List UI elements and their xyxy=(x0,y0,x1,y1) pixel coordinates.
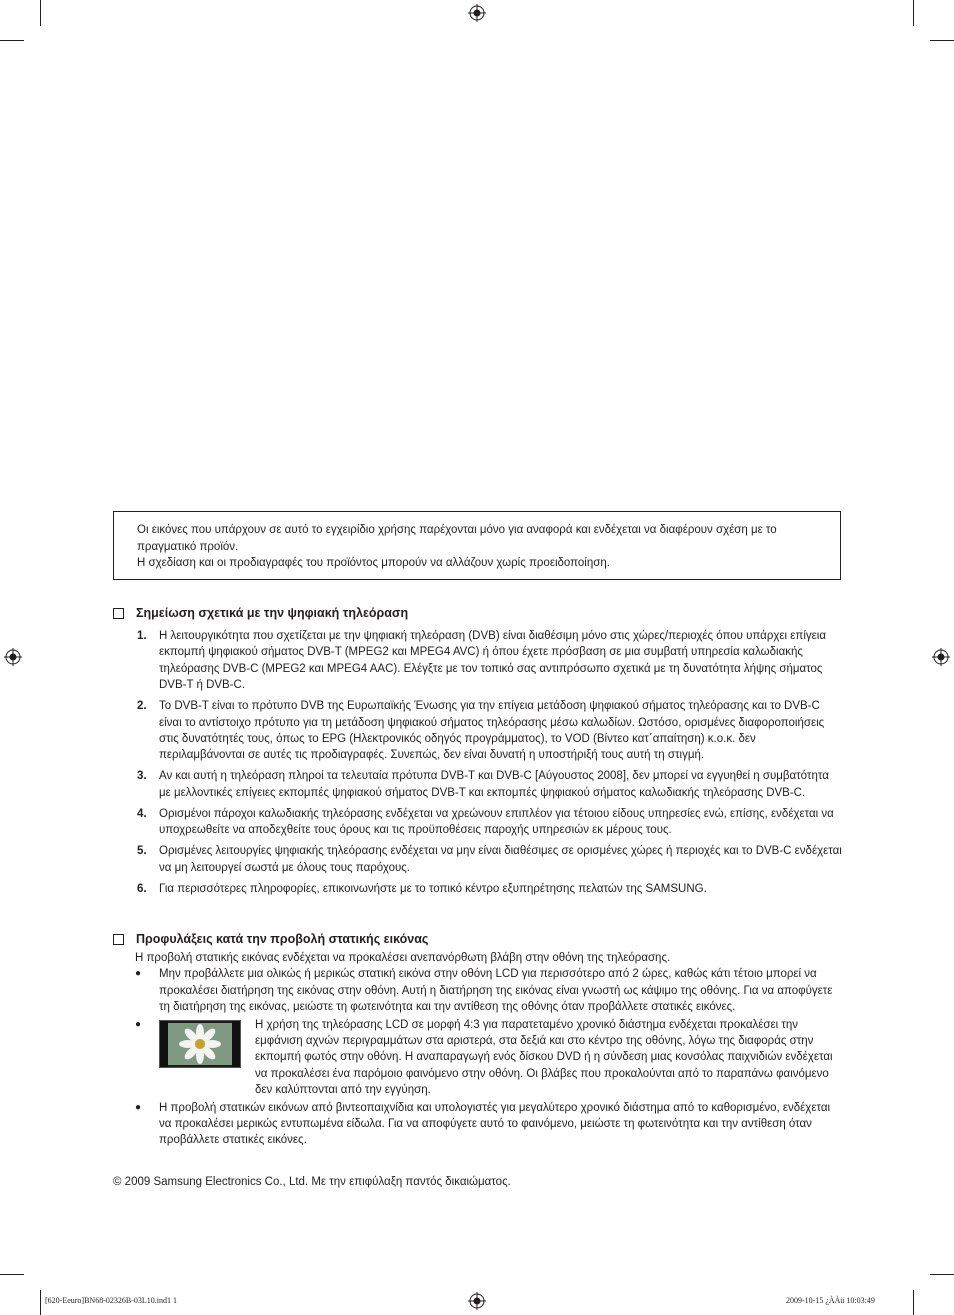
numbered-list xyxy=(113,628,843,897)
bullet-icon: ● xyxy=(135,1101,142,1113)
disclaimer-text: Η σχεδίαση και οι προδιαγραφές του προϊόντος μπορούν να αλλάζουν χωρίς προειδοποίηση. xyxy=(137,557,610,569)
section-intro: Η προβολή στατικής εικόνας ενδέχεται να προκαλέσει ανεπανόρθωτη βλάβη στην οθόνη της τηλεόρασης. xyxy=(135,952,671,964)
list-item: 4. Ορισμένοι πάροχοι καλωδιακής τηλεόρασης ενδέχεται να χρεώνουν επιπλέον για τέτοιου είδους υπηρεσίες ενώ, επίσης, ενδέχεται να υποχρεωθείτε να αποδεχθείτε τους όρους και τις προϋποθέσεις παροχής υπηρεσιών εκ μέρους τους. xyxy=(137,807,834,837)
checkbox-square-icon xyxy=(113,934,124,945)
crop-mark xyxy=(913,1290,914,1315)
crop-mark xyxy=(930,40,954,41)
print-slug-file: [620-Eeuro]BN68-02326B-03L10.ind1 1 xyxy=(45,1296,177,1305)
list-item: 3. Αν και αυτή η τηλεόραση πληροί τα τελευταία πρότυπα DVB-T και DVB-C [Αύγουστος 2008], δεν μπορεί να εγγυηθεί η συμβατότητα με μελλοντικές επίγειες εκπομπές ψηφιακού σήματος DVB-T και εκπομπές ψηφιακού σήματος καλωδιακής τηλεόρασης DVB-C. xyxy=(137,770,829,799)
registration-mark-icon xyxy=(468,1292,486,1310)
crop-mark xyxy=(0,1274,24,1275)
registration-mark-icon xyxy=(4,648,22,666)
registration-mark-icon xyxy=(932,648,950,666)
disclaimer-box xyxy=(113,511,841,580)
list-item: 6. Για περισσότερες πληροφορίες, επικοινωνήστε με το τοπικό κέντρο εξυπηρέτησης πελατών της SAMSUNG. xyxy=(137,882,707,895)
list-item: ● Η προβολή στατικών εικόνων από βιντεοπαιχνίδια και υπολογιστές για μεγαλύτερο χρονικό διάστημα από το καθορισμένο, ενδέχεται να προκαλέσει μερικώς εντυπωμένα είδωλα. Για να αποφύγετε αυτό το φαινόμενο, μειώστε τη φωτεινότητα και την αντίθεση όταν προβάλλετε στατικές εικόνες. xyxy=(113,1100,843,1149)
crop-mark xyxy=(913,0,914,26)
list-item: ● Μην προβάλλετε μια ολικώς ή μερικώς στατική εικόνα στην οθόνη LCD για περισσότερο από 2 ώρες, καθώς κάτι τέτοιο μπορεί να προκαλέσει διατήρηση της εικόνας στην οθόνη. Αυτή η διατήρηση της εικόνας είναι γνωστή ως κάψιμο της οθόνης. Για να αποφύγετε τη διατήρηση της εικόνας, μειώστε τη φωτεινότητα και την αντίθεση της οθόνης όταν προβάλλετε στατικές εικόνες. xyxy=(113,966,843,1015)
crop-mark xyxy=(0,40,24,41)
section-heading: Προφυλάξεις κατά την προβολή στατικής εικόνας xyxy=(113,931,843,948)
registration-mark-icon xyxy=(468,4,486,22)
list-item: 1. Η λειτουργικότητα που σχετίζεται με την ψηφιακή τηλεόραση (DVB) είναι διαθέσιμη μόνο στις χώρες/περιοχές όπου υπάρχει επίγεια εκπομπή ψηφιακού σήματος DVB-T (MPEG2 και MPEG4 AVC) ή όπου έχετε πρόσβαση σε μια συμβατή υπηρεσία καλωδιακής τηλεόρασης DVB-C (MPEG2 και MPEG4 AAC). Ελέγξτε με τον τοπικό σας αντιπρόσωπο σχετικά με τη δυνατότητα λήψης σήματος DVB-T ή DVB-C. xyxy=(137,630,826,692)
crop-mark xyxy=(930,1274,954,1275)
list-item: ● Η χρήση της τηλεόρασης LCD σε μορφή 4:3 για παρατεταμένο χρονικό διάστημα ενδέχεται προκαλέσει την εμφάνιση αχνών περιγραμμάτων στα αριστερά, στα δεξιά και στο κέντρο της οθόνης, λόγω της διαφοράς στην εκπομπή φωτός στην οθόνη. Η αναπαραγωγή ενός δίσκου DVD ή η σύνδεση μιας κονσόλας παιχνιδιών ενδέχεται να προκαλέσει ένα παρόμοιο φαινόμενο στην οθόνη. Οι βλάβες που προκαλούνται από το παραπάνω φαινόμενο δεν καλύπτονται από την εγγύηση. xyxy=(113,1017,843,1099)
flower-icon xyxy=(160,1021,240,1067)
digital-tv-section xyxy=(113,605,843,902)
bullet-icon: ● xyxy=(135,1018,142,1030)
bullet-icon: ● xyxy=(135,968,142,980)
list-item: 5. Ορισμένες λειτουργίες ψηφιακής τηλεόρασης ενδέχεται να μην είναι διαθέσιμες σε ορισμένες χώρες ή περιοχές και το DVB-C ενδέχεται να μη λειτουργεί σωστά με όλους τους παρόχους. xyxy=(137,845,842,874)
checkbox-square-icon xyxy=(113,608,124,619)
section-heading: Σημείωση σχετικά με την ψηφιακή τηλεόραση xyxy=(113,605,843,622)
list-item: 2. Το DVB-T είναι το πρότυπο DVB της Ευρωπαϊκής Ένωσης για την επίγεια μετάδοση ψηφιακού σήματος τηλεόρασης και το DVB-C είναι το αντίστοιχο πρότυπο για τη μετάδοση ψηφιακού σήματος τηλεόρασης μέσω καλωδίων. Ωστόσο, ορισμένες διαφοροποιήσεις στις δυνατότητές τους, όπως το EPG (Ηλεκτρονικός οδηγός προγράμματος), το VOD (Βίντεο κατ΄απαίτηση) κ.ο.κ. δεν περιλαμβάνονται σε αυτές τις προδιαγραφές. Συνεπώς, δεν είναι δυνατή η υποστήριξή τους αυτή τη στιγμή. xyxy=(137,700,825,762)
disclaimer-text: Οι εικόνες που υπάρχουν σε αυτό το εγχειρίδιο χρήσης παρέχονται μόνο για αναφορά και ενδέχεται να διαφέρουν σχέση με το πραγματικό προϊόν. xyxy=(137,524,777,553)
bullet-list xyxy=(113,966,843,1148)
still-image-section xyxy=(113,931,843,1150)
crop-mark xyxy=(40,0,41,26)
tv-screen-flower-image xyxy=(159,1020,241,1068)
crop-mark xyxy=(40,1290,41,1315)
print-slug-timestamp: 2009-10-15 ¿ÀÀü 10:03:49 xyxy=(786,1296,875,1305)
copyright-text: © 2009 Samsung Electronics Co., Ltd. Με την επιφύλαξη παντός δικαιώματος. xyxy=(113,1176,511,1188)
